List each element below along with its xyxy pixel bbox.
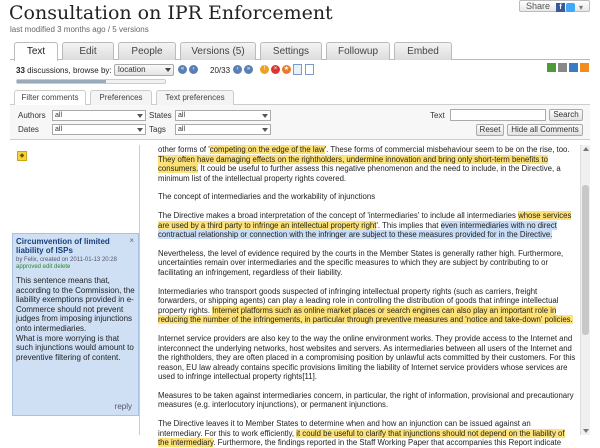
- paragraph: The Directive leaves it to Member States to determine when and how an injunction can be issued against an intermediary. For this to work efficiently, it could be useful to clarify that injunctions should not depend on the liability of the intermediary. Furthermore, the findings reported in the Staff Working Paper that accompanies this Report indicate: [158, 419, 565, 448]
- subtab-preferences[interactable]: Preferences: [90, 90, 152, 105]
- tags-select[interactable]: all: [175, 124, 271, 135]
- paragraph: Intermediaries who transport goods suspected of infringing intellectual property rights (such as carriers, freight forwarders, or shipping agents) can play a leading role in controlling the distribution of goods that infringe intellectual property rights. Internet platforms such as online market places or search engines can also play an important role in reducing the number of the infringements, in particular through preventive measures and 'notice and take-down' policies.: [158, 286, 573, 325]
- tags-label: Tags: [149, 125, 166, 134]
- comment-body: This sentence means that, according to the Commission, the liability exemptions provided in e-Commerce should not prevent judges from imposing injunctions onto intermediaries. What is more worrying is that such injunctions would amount to preventive filtering of content.: [16, 276, 135, 362]
- comments-column: [10, 145, 140, 435]
- twitter-icon: [566, 3, 575, 12]
- print-icon[interactable]: [558, 63, 567, 72]
- comment-meta: by Felix, created on 2011-01-13 20:28: [16, 257, 117, 263]
- document-scrollbar[interactable]: [580, 145, 590, 435]
- reply-link[interactable]: reply: [114, 402, 132, 411]
- comment-title: Circumvention of limited liability of ISPs: [16, 237, 110, 255]
- share-button[interactable]: [519, 0, 590, 12]
- last-modified-text: last modified 3 months ago / 5 versions: [10, 25, 149, 34]
- export-icon[interactable]: [569, 63, 578, 72]
- highlighted-text[interactable]: competing on the edge of the law: [209, 145, 325, 154]
- previous-icon[interactable]: ‹: [189, 65, 198, 74]
- filter-panel: [10, 105, 590, 140]
- discussion-count: 33: [16, 66, 25, 75]
- tab-embed[interactable]: Embed: [394, 42, 452, 60]
- bookmark-icon[interactable]: ★: [283, 66, 290, 72]
- first-icon[interactable]: «: [178, 65, 187, 74]
- comment-marker-icon[interactable]: ◆: [17, 151, 27, 161]
- comment-actions[interactable]: approved edit delete: [16, 264, 71, 270]
- next-icon[interactable]: ›: [233, 65, 242, 74]
- discussion-toolbar: [10, 60, 590, 85]
- last-icon[interactable]: »: [244, 65, 253, 74]
- dates-label: Dates: [18, 125, 39, 134]
- share-label: Share: [526, 1, 551, 11]
- states-select[interactable]: all: [175, 110, 271, 121]
- text-filter-input[interactable]: [450, 109, 546, 121]
- paragraph: Internet service providers are also key to the way the online environment works. They provide access to the Internet and interconnect the underlying networks, host websites and servers. As intermediaries between all users of the Internet and the rightholders, they are often placed in a compromising position by unlawful acts committed by their customers. For this reason, EU law already contains specific provisions limiting the liability of Internet service providers whose services are used to infringe intellectual property rights[11].: [158, 333, 576, 382]
- tab-edit[interactable]: Edit: [62, 42, 114, 60]
- highlighted-text[interactable]: it could be useful to clarify that injunctions should not depend on the liability of the intermediary: [158, 428, 565, 448]
- scrollbar-thumb[interactable]: [582, 185, 589, 335]
- chevron-down-icon: ▾: [579, 3, 584, 12]
- reset-button[interactable]: Reset: [476, 124, 504, 136]
- tab-text[interactable]: Text: [14, 42, 58, 61]
- browse-by-select[interactable]: location: [114, 64, 174, 76]
- facebook-icon: f: [556, 3, 565, 12]
- selected-highlighted-text[interactable]: even intermediaries with no direct contractual relationship or connection with the infringer are subject to these measures provided for in the Directive.: [158, 220, 557, 240]
- discussion-progress-bar[interactable]: [16, 79, 166, 84]
- close-icon[interactable]: ×: [129, 236, 134, 245]
- dates-select[interactable]: all: [52, 124, 146, 135]
- scroll-up-icon[interactable]: [583, 147, 589, 151]
- alert-icon[interactable]: !: [260, 65, 269, 74]
- subtab-text-preferences[interactable]: Text preferences: [156, 90, 234, 105]
- paragraph: The Directive makes a broad interpretation of the concept of 'intermediaries' to include all intermediaries whose services are used by a third party to infringe an intellectual property right'. This implies that even intermediaries with no direct contractual relationship or connection with the infringer are subject to these measures provided for in the Directive.: [158, 210, 572, 240]
- search-button[interactable]: Search: [549, 109, 583, 121]
- paragraph: Nevertheless, the level of evidence required by the courts in the Member States is generally rather high. Furthermore, uncertainties remain over intermediaries and the specific measures to which they are subject by contributing to or facilitating an infringement, regardless of their liability.: [158, 248, 564, 277]
- rss-icon[interactable]: [580, 63, 589, 72]
- text-filter-label: Text: [430, 111, 445, 120]
- main-tabs: [10, 42, 590, 60]
- paragraph: Measures to be taken against intermediaries concern, in particular, the right of information, provisional and precautionary measures (e.g. interlocutory injunctions), or permanent injunctions.: [158, 390, 574, 410]
- scroll-down-icon[interactable]: [583, 429, 589, 433]
- states-label: States: [149, 111, 172, 120]
- tab-followup[interactable]: Followup: [326, 42, 390, 60]
- highlighted-text[interactable]: whose services are used by a third party to infringe an intellectual property right: [158, 210, 572, 230]
- tab-people[interactable]: People: [118, 42, 176, 60]
- document-view-icon[interactable]: [305, 64, 314, 75]
- document-text: [158, 145, 576, 448]
- comment-card[interactable]: [12, 233, 139, 416]
- grid-icon[interactable]: [547, 63, 556, 72]
- tab-versions[interactable]: Versions (5): [180, 42, 256, 60]
- page-title: Consultation on IPR Enforcement: [9, 2, 333, 24]
- comment-subtabs: [10, 90, 590, 105]
- discussion-position: 20/33: [210, 66, 231, 75]
- tab-settings[interactable]: Settings: [260, 42, 322, 60]
- browse-label: discussions, browse by:: [27, 66, 112, 75]
- authors-select[interactable]: all: [52, 110, 146, 121]
- highlighted-text[interactable]: They often have damaging effects on the rightholders, undermine innovation and bring only short-term benefits to consumers.: [158, 154, 548, 174]
- section-heading: The concept of intermediaries and the workability of injunctions: [158, 192, 376, 202]
- authors-label: Authors: [18, 111, 46, 120]
- hide-all-comments-button[interactable]: Hide all Comments: [507, 124, 583, 136]
- remove-icon[interactable]: ×: [271, 65, 280, 74]
- subtab-filter-comments[interactable]: Filter comments: [14, 90, 86, 106]
- list-view-icon[interactable]: [293, 64, 302, 75]
- paragraph: other forms of 'competing on the edge of the law'. These forms of commercial misbehaviour seem to be on the rise, too. They often have damaging effects on the rightholders, undermine innovation and bring only short-term benefits to consumers. It could be useful to further assess this negative phenomenon and the need to include, in the Directive, a minimum list of the intellectual property rights covered.: [158, 145, 570, 183]
- highlighted-text[interactable]: Internet platforms such as online market places or search engines can also play an important role in reducing the number of the infringements, in particular through preventive measures and 'notice and take-down' policies.: [158, 305, 573, 325]
